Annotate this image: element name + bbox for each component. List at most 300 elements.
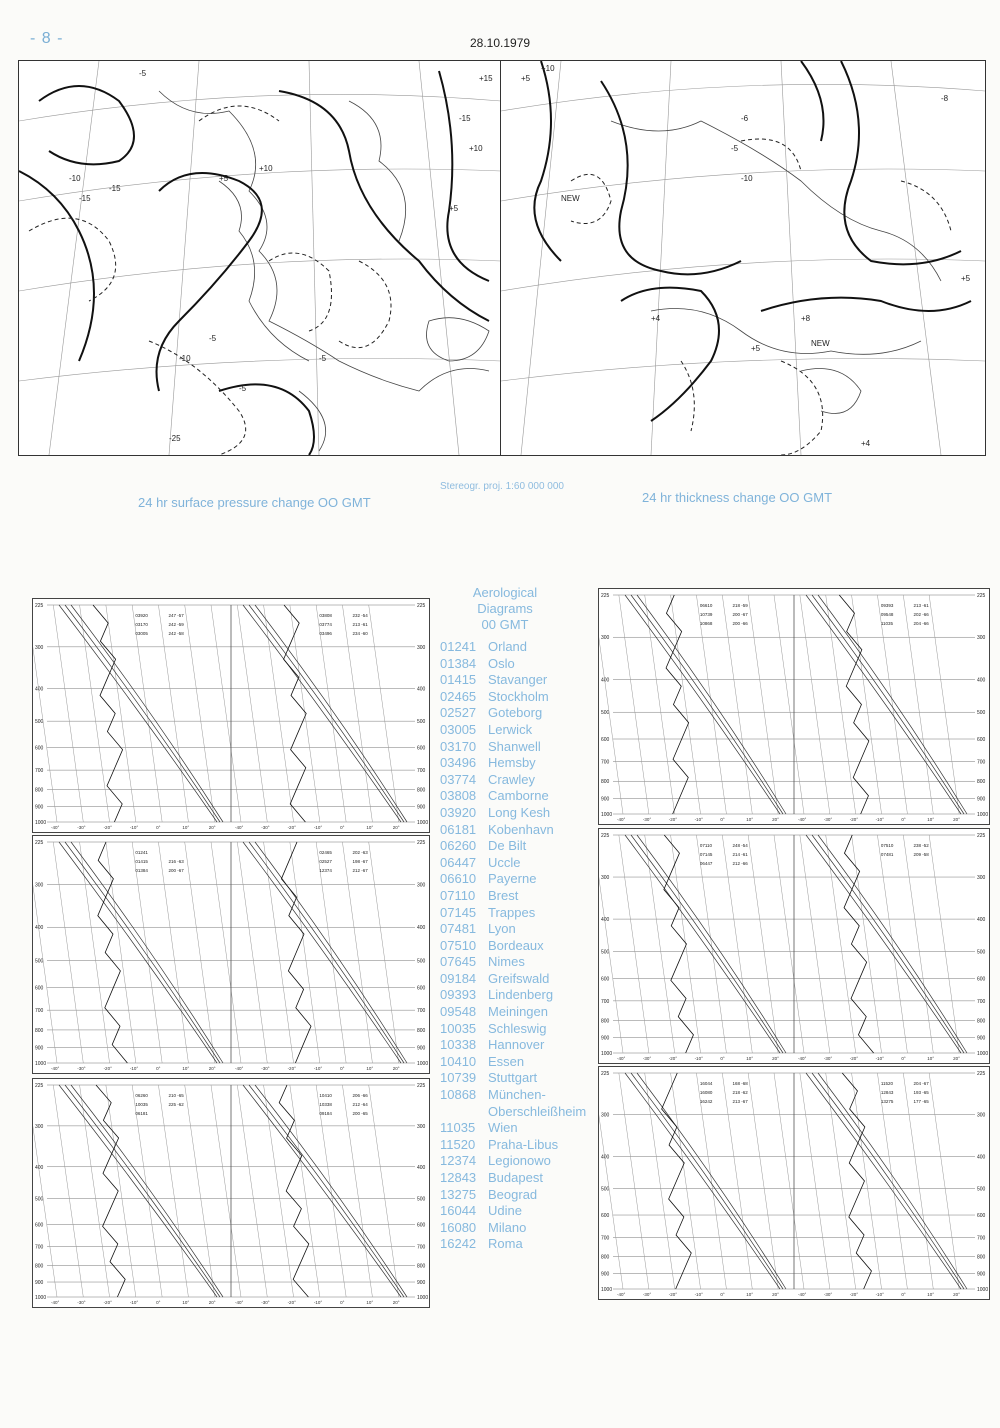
station-item	[440, 1004, 610, 1021]
pressure-label: 800	[35, 1027, 44, 1034]
station-code: 07510	[440, 937, 477, 953]
pressure-label: 600	[977, 976, 986, 983]
station-code: 01241	[440, 639, 477, 654]
station-name: Payerne	[488, 871, 537, 887]
station-item	[440, 689, 610, 706]
pressure-label: 225	[35, 840, 44, 846]
pressure-label: 500	[977, 710, 986, 717]
temperature-tick: 10°	[927, 1056, 935, 1061]
pressure-label: 700	[977, 759, 986, 766]
temperature-tick: -10°	[694, 1056, 703, 1061]
diagram-station-value: 213 -67	[732, 1099, 748, 1104]
station-code: 03920	[440, 804, 477, 820]
diagram-station-value: 168 -68	[732, 1081, 748, 1086]
pressure-label: 1000	[35, 820, 47, 826]
temperature-tick: 10°	[366, 1300, 374, 1305]
station-item	[440, 921, 610, 938]
isoline-label: -15	[459, 114, 471, 123]
isoline-label: -8	[941, 94, 949, 103]
station-name: Brest	[488, 887, 519, 903]
diagram-station-code: 12374	[319, 868, 332, 873]
temperature-tick: 0°	[340, 825, 345, 830]
pressure-label: 500	[977, 949, 986, 956]
pressure-label: 1000	[35, 1061, 47, 1067]
pressure-label: 900	[977, 1271, 986, 1278]
temperature-tick: 20°	[953, 817, 960, 822]
station-item	[440, 1120, 610, 1137]
station-item	[440, 888, 610, 905]
station-code: 16080	[440, 1219, 477, 1235]
pressure-label: 600	[601, 737, 610, 744]
diagram-station-code: 03496	[319, 631, 332, 636]
pressure-label: 800	[977, 1254, 986, 1261]
pressure-label: 600	[601, 1213, 610, 1220]
temperature-tick: -20°	[103, 825, 112, 830]
isoline-label: -15	[109, 184, 121, 193]
diagram-station-code: 10739	[699, 612, 713, 617]
station-code: 11520	[440, 1136, 476, 1152]
station-item	[440, 1070, 610, 1087]
pressure-label: 400	[417, 925, 426, 932]
diagram-station-code: 10338	[319, 1102, 332, 1107]
diagram-station-code: 03005	[135, 631, 148, 636]
page-date: 28.10.1979	[470, 36, 531, 50]
temperature-tick: -40°	[235, 825, 244, 830]
station-code: 10035	[440, 1020, 477, 1036]
aerological-diagram-2	[32, 835, 430, 1074]
temperature-tick: -10°	[313, 1300, 323, 1305]
station-name: Wien	[488, 1120, 518, 1136]
diagram-station-code: 09548	[880, 612, 894, 617]
isoline-label: +5	[751, 344, 761, 353]
station-item	[440, 772, 610, 789]
temperature-tick: -40°	[235, 1066, 244, 1071]
thickness-map-drawing	[501, 61, 985, 455]
station-code	[440, 1104, 488, 1121]
pressure-label: 700	[35, 1008, 44, 1015]
pressure-label: 300	[977, 875, 986, 882]
page-number: - 8 -	[30, 30, 64, 47]
pressure-label: 800	[417, 1263, 426, 1270]
temperature-tick: 20°	[953, 1292, 960, 1297]
diagram-station-value: 212 -64	[352, 1102, 368, 1107]
station-name: München-	[488, 1087, 546, 1103]
station-code: 01384	[440, 655, 477, 671]
isoline-label: +4	[861, 439, 871, 448]
station-code: 02465	[440, 688, 477, 704]
pressure-label: 700	[977, 1235, 986, 1242]
pressure-label: 400	[601, 1154, 610, 1161]
station-name: Hannover	[488, 1037, 545, 1053]
diagram-station-code: 06610	[699, 603, 713, 608]
diagram-station-code: 03920	[135, 613, 148, 618]
diagram-station-code: 02465	[319, 850, 332, 855]
station-name: Oslo	[488, 655, 515, 671]
station-name: Lyon	[488, 921, 516, 937]
isoline-label: -5	[731, 144, 739, 153]
surface-pressure-map-drawing	[19, 61, 501, 455]
pressure-label: 900	[417, 804, 426, 811]
diagram-station-code: 01241	[135, 850, 148, 855]
pressure-label: 600	[977, 737, 986, 744]
temperature-tick: 10°	[182, 825, 190, 830]
station-item	[440, 1087, 610, 1104]
isoline-label: +5	[521, 74, 531, 83]
pressure-label: 1000	[601, 1051, 613, 1057]
pressure-label: 700	[35, 1244, 44, 1251]
diagram-station-code: 01384	[135, 868, 148, 873]
temperature-tick: 0°	[156, 1066, 161, 1071]
pressure-label: 225	[35, 1083, 44, 1089]
station-item	[440, 1153, 610, 1170]
station-name: Beograd	[488, 1186, 538, 1202]
pressure-label: 700	[417, 1008, 426, 1015]
pressure-label: 400	[35, 686, 44, 693]
isoline-label: -10	[179, 354, 191, 363]
diagram-station-value: 218 -62	[732, 1090, 748, 1095]
pressure-label: 900	[35, 1280, 44, 1287]
station-item	[440, 722, 610, 739]
station-item	[440, 656, 610, 673]
station-name: Hemsby	[488, 755, 536, 771]
pressure-label: 600	[601, 976, 610, 983]
temperature-tick: 20°	[392, 1066, 400, 1071]
temperature-tick: -10°	[129, 825, 139, 830]
diagram-station-value: 204 -66	[913, 621, 929, 626]
station-item	[440, 905, 610, 922]
aerological-diagram-3	[32, 1078, 430, 1308]
diagram-station-value: 212 -66	[732, 861, 748, 866]
diagram-station-value: 242 -59	[168, 622, 184, 627]
station-list	[440, 639, 613, 1253]
station-code: 13275	[440, 1186, 477, 1202]
aerological-diagram-5	[598, 828, 990, 1064]
pressure-label: 600	[417, 745, 426, 752]
station-item	[440, 1236, 610, 1253]
temperature-tick: 20°	[392, 825, 400, 830]
pressure-label: 225	[601, 593, 610, 599]
pressure-label: 500	[417, 958, 426, 965]
pressure-label: 500	[601, 1186, 610, 1193]
station-code: 03774	[440, 771, 477, 787]
station-item	[440, 838, 610, 855]
station-code: 02527	[440, 705, 477, 721]
pressure-label: 300	[35, 882, 44, 889]
aerological-diagram-6	[598, 1066, 990, 1300]
pressure-label: 400	[35, 925, 44, 932]
station-code: 07481	[440, 921, 477, 937]
station-item	[440, 1137, 610, 1154]
pressure-label: 300	[35, 644, 44, 651]
isoline-label: -5	[209, 334, 217, 343]
station-code: 06447	[440, 854, 477, 870]
temperature-tick: 20°	[208, 1066, 216, 1071]
pressure-label: 300	[601, 875, 610, 882]
station-code: 06181	[440, 821, 477, 837]
pressure-label: 1000	[417, 1295, 429, 1301]
pressure-label: 600	[35, 985, 44, 992]
diagram-station-value: 198 -67	[352, 859, 368, 864]
diagram-station-value: 210 -65	[168, 1093, 184, 1098]
station-name: De Bilt	[488, 838, 527, 854]
pressure-label: 500	[977, 1186, 986, 1193]
diagram-station-code: 12843	[880, 1090, 894, 1095]
pressure-label: 300	[35, 1123, 44, 1130]
diagram-station-value: 200 -67	[168, 868, 184, 873]
pressure-label: 300	[417, 644, 426, 651]
station-code: 16044	[440, 1203, 477, 1219]
isoline-label: +10	[259, 164, 273, 173]
diagram-station-code: 09393	[880, 603, 894, 608]
station-name: Uccle	[488, 854, 521, 870]
thickness-change-map	[500, 60, 986, 456]
legend-title	[440, 585, 570, 633]
pressure-label: 800	[35, 1263, 44, 1270]
pressure-label: 300	[977, 1112, 986, 1119]
station-code: 03170	[440, 738, 477, 754]
temperature-tick: -40°	[51, 1300, 60, 1305]
pressure-label: 1000	[977, 1287, 989, 1293]
station-code: 09548	[440, 1004, 477, 1020]
pressure-label: 300	[601, 635, 610, 642]
pressure-label: 600	[35, 1222, 44, 1229]
temperature-tick: 20°	[208, 1300, 216, 1305]
temperature-tick: -20°	[849, 1056, 859, 1061]
aerological-legend	[440, 585, 613, 1253]
aerological-diagram-4	[598, 588, 990, 825]
station-name: Stockholm	[488, 688, 549, 704]
diagram-station-value: 200 -67	[732, 612, 748, 617]
pressure-label: 1000	[417, 820, 429, 826]
temperature-tick: -10°	[129, 1066, 139, 1071]
diagram-station-code: 07510	[880, 843, 894, 848]
diagram-station-value: 200 -65	[352, 1111, 368, 1116]
pressure-label: 900	[417, 1045, 426, 1052]
isoline-label: -10	[741, 174, 753, 183]
pressure-label: 900	[977, 1035, 986, 1042]
temperature-tick: 10°	[746, 1292, 754, 1297]
temperature-tick: -40°	[235, 1300, 244, 1305]
pressure-label: 225	[35, 603, 44, 609]
pressure-label: 800	[601, 1254, 610, 1261]
station-code: 01415	[440, 672, 477, 688]
temperature-tick: 10°	[182, 1300, 190, 1305]
pressure-label: 900	[35, 804, 44, 811]
pressure-label: 700	[35, 768, 44, 775]
station-name: Goteborg	[488, 705, 543, 721]
station-name: Milano	[488, 1219, 527, 1235]
diagram-station-value: 193 -65	[913, 1090, 929, 1095]
diagram-station-code: 10868	[699, 621, 713, 626]
station-name: Lindenberg	[488, 987, 554, 1003]
station-item	[440, 822, 610, 839]
diagram-station-code: 07110	[699, 843, 713, 848]
station-item	[440, 639, 610, 656]
pressure-label: 1000	[601, 1287, 613, 1293]
pressure-label: 225	[977, 593, 986, 599]
pressure-label: 700	[417, 768, 426, 775]
station-item	[440, 755, 610, 772]
station-name: Meiningen	[488, 1004, 548, 1020]
station-item	[440, 855, 610, 872]
temperature-tick: 0°	[901, 817, 906, 822]
diagram-station-code: 02527	[319, 859, 332, 864]
temperature-tick: -40°	[617, 817, 626, 822]
diagram-station-value: 242 -58	[168, 631, 184, 636]
temperature-tick: -40°	[51, 1066, 60, 1071]
diagram-station-value: 248 -54	[732, 843, 748, 848]
station-name: Trappes	[488, 904, 536, 920]
isoline-label: -6	[741, 114, 749, 123]
pressure-label: 600	[977, 1213, 986, 1220]
station-code: 10868	[440, 1087, 477, 1103]
diagram-station-code: 09184	[319, 1111, 332, 1116]
diagram-station-code: 01415	[135, 859, 148, 864]
pressure-label: 500	[35, 1196, 44, 1203]
isoline-label: NEW	[811, 339, 830, 348]
station-code: 09393	[440, 987, 477, 1003]
temperature-tick: -20°	[849, 817, 859, 822]
station-item	[440, 1220, 610, 1237]
temperature-tick: 10°	[182, 1066, 190, 1071]
temperature-tick: -20°	[287, 1300, 296, 1305]
pressure-label: 400	[417, 1164, 426, 1171]
temperature-tick: 0°	[156, 1300, 161, 1305]
temperature-tick: 10°	[366, 825, 374, 830]
pressure-label: 700	[417, 1244, 426, 1251]
pressure-label: 225	[601, 1071, 610, 1077]
pressure-label: 800	[35, 787, 44, 794]
diagram-station-value: 213 -61	[913, 603, 929, 608]
pressure-label: 800	[977, 779, 986, 786]
temperature-tick: -30°	[261, 1300, 270, 1305]
pressure-label: 900	[35, 1045, 44, 1052]
station-name: Stuttgart	[488, 1070, 538, 1086]
projection-note: Stereogr. proj. 1:60 000 000	[440, 481, 564, 492]
pressure-label: 1000	[417, 1061, 429, 1067]
diagram-station-code: 07481	[880, 852, 894, 857]
station-name: Shanwell	[488, 738, 541, 754]
diagram-station-value: 202 -63	[352, 850, 368, 855]
station-item	[440, 1021, 610, 1038]
isoline-label: -5	[139, 69, 147, 78]
temperature-tick: -30°	[642, 1292, 652, 1297]
pressure-label: 800	[417, 1027, 426, 1034]
temperature-tick: -30°	[77, 825, 86, 830]
station-item	[440, 971, 610, 988]
station-item	[440, 705, 610, 722]
diagram-station-value: 214 -61	[732, 852, 748, 857]
station-name: Udine	[488, 1203, 522, 1219]
pressure-label: 400	[601, 917, 610, 924]
temperature-tick: 0°	[720, 1056, 725, 1061]
pressure-label: 300	[417, 1123, 426, 1130]
diagram-station-value: 225 -62	[168, 1102, 184, 1107]
station-item	[440, 871, 610, 888]
diagram-station-code: 16044	[699, 1081, 713, 1086]
diagram-station-value: 232 -54	[352, 613, 368, 618]
temperature-tick: 0°	[720, 1292, 725, 1297]
diagram-station-value: 202 -66	[913, 612, 929, 617]
temperature-tick: -10°	[694, 817, 703, 822]
diagram-station-code: 16242	[699, 1099, 713, 1104]
temperature-tick: -20°	[668, 1292, 678, 1297]
station-name: Roma	[488, 1236, 523, 1252]
station-code: 03808	[440, 788, 477, 804]
station-code: 09184	[440, 970, 477, 986]
temperature-tick: -20°	[849, 1292, 859, 1297]
diagram-station-code: 11035	[880, 621, 894, 626]
temperature-tick: 10°	[927, 1292, 935, 1297]
station-item	[440, 1104, 610, 1121]
station-item	[440, 987, 610, 1004]
temperature-tick: -40°	[51, 825, 60, 830]
station-name: Legionowo	[488, 1153, 551, 1169]
surface-pressure-change-map	[18, 60, 502, 456]
isoline-label: +10	[541, 64, 555, 73]
temperature-tick: 10°	[746, 1056, 754, 1061]
temperature-tick: 0°	[340, 1300, 345, 1305]
pressure-label: 700	[601, 998, 610, 1005]
pressure-label: 900	[417, 1280, 426, 1287]
legend-title-line: Diagrams	[477, 601, 533, 616]
pressure-label: 700	[977, 998, 986, 1005]
diagram-station-value: 212 -67	[352, 868, 368, 873]
station-name: Lerwick	[488, 721, 533, 737]
station-name: Long Kesh	[488, 804, 551, 820]
temperature-tick: -40°	[617, 1056, 626, 1061]
temperature-tick: 0°	[340, 1066, 345, 1071]
station-name: Greifswald	[488, 970, 550, 986]
station-name: Kobenhavn	[488, 821, 554, 837]
isoline-label: +5	[449, 204, 459, 213]
diagram-station-code: 06447	[699, 861, 713, 866]
isoline-label: +8	[801, 314, 811, 323]
temperature-tick: 10°	[366, 1066, 374, 1071]
station-item	[440, 1187, 610, 1204]
temperature-tick: -30°	[642, 1056, 652, 1061]
isoline-label: +15	[479, 74, 493, 83]
pressure-label: 225	[417, 1083, 426, 1089]
station-code: 10338	[440, 1037, 477, 1053]
pressure-label: 900	[601, 1271, 610, 1278]
pressure-label: 225	[977, 1071, 986, 1077]
station-item	[440, 672, 610, 689]
station-name: Camborne	[488, 788, 549, 804]
temperature-tick: -20°	[668, 817, 678, 822]
temperature-tick: 10°	[927, 817, 935, 822]
station-code: 16242	[440, 1236, 477, 1252]
pressure-label: 225	[417, 603, 426, 609]
station-code: 07645	[440, 954, 477, 970]
station-name: Orland	[488, 639, 528, 654]
temperature-tick: -10°	[875, 817, 884, 822]
pressure-label: 1000	[977, 812, 989, 818]
temperature-tick: -30°	[77, 1300, 86, 1305]
diagram-station-code: 11520	[880, 1081, 894, 1086]
temperature-tick: 20°	[772, 817, 779, 822]
station-code: 06610	[440, 871, 477, 887]
legend-title-line: 00 GMT	[481, 617, 529, 632]
station-name: Budapest	[488, 1170, 543, 1185]
temperature-tick: 20°	[772, 1056, 779, 1061]
pressure-label: 225	[601, 833, 610, 839]
station-name: Stavanger	[488, 672, 548, 688]
diagram-station-value: 204 -67	[913, 1081, 929, 1086]
temperature-tick: 20°	[772, 1292, 779, 1297]
diagram-station-value: 247 -57	[168, 613, 184, 618]
pressure-label: 500	[601, 949, 610, 956]
